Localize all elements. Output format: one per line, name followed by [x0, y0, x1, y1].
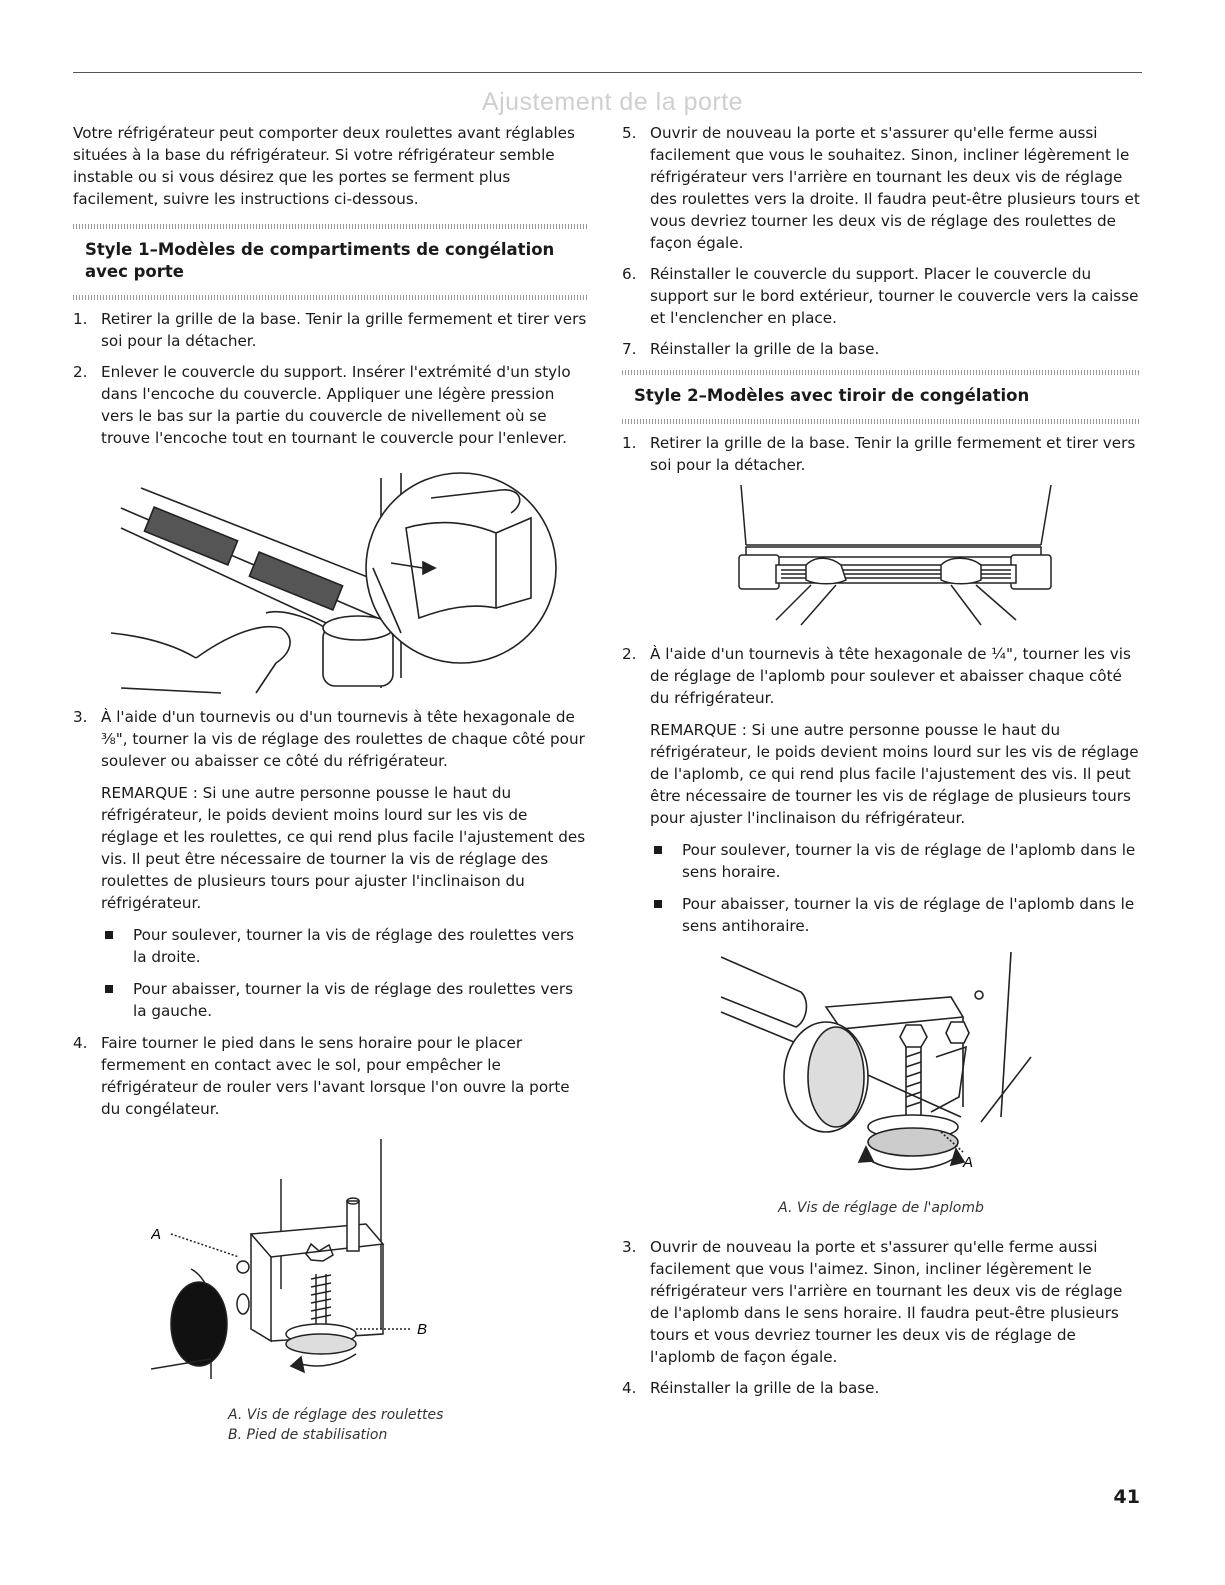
- step-number: 2.: [73, 363, 88, 381]
- step-item: [622, 432, 1140, 476]
- step-item: [622, 338, 1140, 360]
- step-text: À l'aide d'un tournevis à tête hexagonale de ¼", tourner les vis de réglage de l'aplomb pour soulever et abaisser chaque côté du réfrigérateur.: [650, 645, 1131, 707]
- step-number: 5.: [622, 124, 637, 142]
- step-number: 6.: [622, 265, 637, 283]
- step-text: Réinstaller la grille de la base.: [650, 340, 880, 358]
- step-number: 4.: [622, 1379, 637, 1397]
- step-item: [622, 1377, 1140, 1399]
- step-item: [622, 1236, 1140, 1368]
- divider: [622, 370, 1140, 375]
- roller-caption: [73, 1405, 588, 1445]
- bullet-icon: [105, 985, 113, 993]
- step-text: Enlever le couvercle du support. Insérer l'extrémité d'un stylo dans l'encoche du couvercle. Appliquer une légère pression vers le bas sur la partie du couvercle de nivellement où se trouve l'encoche tout en tournant le couvercle pour l'enlever.: [101, 363, 571, 447]
- step-text: Ouvrir de nouveau la porte et s'assurer qu'elle ferme aussi facilement que vous le souhaitez. Sinon, incliner légèrement le réfrigérateur vers l'arrière en tournant les deux vis de réglage des roulettes vers la droite. Il faudra peut-être plusieurs tours et vous devriez tourner les deux vis de réglage des roulettes de façon égale.: [650, 124, 1140, 252]
- right-column: [622, 122, 1140, 1408]
- style1-steps: [73, 308, 588, 449]
- note-paragraph: REMARQUE : Si une autre personne pousse le haut du réfrigérateur, le poids devient moins lourd sur les vis de réglage de l'aplomb, ce qui rend plus facile l'ajustement des vis. Il peut être nécessaire de tourner les vis de réglage de plusieurs tours pour ajuster l'inclinaison du réfrigérateur.: [650, 721, 1139, 827]
- label-a: A: [963, 1154, 974, 1171]
- step-item: [73, 706, 588, 1022]
- step-number: 1.: [73, 310, 88, 328]
- style1-steps-cont: [73, 706, 588, 1120]
- base-grille-illustration: [671, 485, 1091, 635]
- page-number: 41: [1113, 1486, 1140, 1508]
- step-text: À l'aide d'un tournevis ou d'un tournevis à tête hexagonale de ⅜", tourner la vis de réglage des roulettes de chaque côté pour soulever ou abaisser ce côté du réfrigérateur.: [101, 708, 585, 770]
- divider: [73, 224, 588, 229]
- intro-paragraph: Votre réfrigérateur peut comporter deux roulettes avant réglables situées à la base du réfrigérateur. Si votre réfrigérateur semble instable ou si vous désirez que les portes se ferment plus facilement, suivre les instructions ci-dessous.: [73, 124, 575, 208]
- step-text: Retirer la grille de la base. Tenir la grille fermement et tirer vers soi pour la détacher.: [650, 434, 1136, 474]
- step-number: 7.: [622, 340, 637, 358]
- bullet-icon: [654, 846, 662, 854]
- bullet-icon: [654, 900, 662, 908]
- bullet-text: Pour soulever, tourner la vis de réglage de l'aplomb dans le sens horaire.: [682, 841, 1136, 881]
- leveling-caption: A. Vis de réglage de l'aplomb: [778, 1200, 984, 1216]
- bullet-text: Pour abaisser, tourner la vis de réglage de l'aplomb dans le sens antihoraire.: [682, 895, 1135, 935]
- style1-heading: Style 1–Modèles de compartiments de congélation avec porte: [85, 240, 555, 281]
- divider: [622, 419, 1140, 424]
- step-item: [622, 122, 1140, 254]
- page-title: Ajustement de la porte: [481, 88, 744, 116]
- step-item: [622, 263, 1140, 329]
- step-number: 3.: [73, 708, 88, 726]
- bullet-item: [650, 839, 1140, 883]
- style2-heading: Style 2–Modèles avec tiroir de congélation: [634, 386, 1030, 405]
- top-rule: [73, 72, 1142, 73]
- label-b: B: [416, 1321, 427, 1338]
- roller-adjustment-illustration: [151, 1129, 511, 1399]
- left-column: [73, 122, 588, 1445]
- step-item: [73, 1032, 588, 1120]
- step-number: 1.: [622, 434, 637, 452]
- step-number: 4.: [73, 1034, 88, 1052]
- step-item: [622, 643, 1140, 937]
- bullet-item: [101, 924, 588, 968]
- bullet-item: [650, 893, 1140, 937]
- bullet-text: Pour soulever, tourner la vis de réglage des roulettes vers la droite.: [133, 926, 575, 966]
- caption-line: A. Vis de réglage des roulettes: [228, 1407, 444, 1423]
- style2-steps-cont: [622, 643, 1140, 937]
- bullet-text: Pour abaisser, tourner la vis de réglage des roulettes vers la gauche.: [133, 980, 573, 1020]
- style1-steps-final: [622, 122, 1140, 360]
- bullet-icon: [105, 931, 113, 939]
- step-item: [73, 361, 588, 449]
- step-text: Faire tourner le pied dans le sens horaire pour le placer fermement en contact avec le sol, pour empêcher le réfrigérateur de rouler vers l'avant lorsque l'on ouvre la porte du congélateur.: [101, 1034, 570, 1118]
- step-item: [73, 308, 588, 352]
- leveling-leg-illustration: [701, 947, 1061, 1192]
- step-text: Réinstaller le couvercle du support. Placer le couvercle du support sur le bord extérieur, tourner le couvercle vers la caisse et l'enclencher en place.: [650, 265, 1139, 327]
- step-text: Retirer la grille de la base. Tenir la grille fermement et tirer vers soi pour la détacher.: [101, 310, 587, 350]
- note-paragraph: REMARQUE : Si une autre personne pousse le haut du réfrigérateur, le poids devient moins lourd sur les vis de réglage et les roulettes, ce qui rend plus facile l'ajustement des vis. Il peut être nécessaire de tourner la vis de réglage des roulettes de plusieurs tours pour ajuster l'inclinaison du réfrigérateur.: [101, 784, 586, 912]
- step-text: Réinstaller la grille de la base.: [650, 1379, 880, 1397]
- base-cover-illustration: [101, 458, 561, 698]
- step-text: Ouvrir de nouveau la porte et s'assurer qu'elle ferme aussi facilement que vous l'aimez. Sinon, incliner légèrement le réfrigérateur vers l'arrière en tournant les deux vis de réglage de l'aplomb dans le sens horaire. Il faudra peut-être plusieurs tours et vous devriez tourner les deux vis de réglage de l'aplomb de façon égale.: [650, 1238, 1123, 1366]
- divider: [73, 295, 588, 300]
- step-number: 3.: [622, 1238, 637, 1256]
- style2-steps: [622, 432, 1140, 476]
- caption-line: B. Pied de stabilisation: [228, 1427, 388, 1443]
- step-number: 2.: [622, 645, 637, 663]
- bullet-item: [101, 978, 588, 1022]
- style2-steps-final: [622, 1236, 1140, 1399]
- label-a: A: [150, 1226, 161, 1243]
